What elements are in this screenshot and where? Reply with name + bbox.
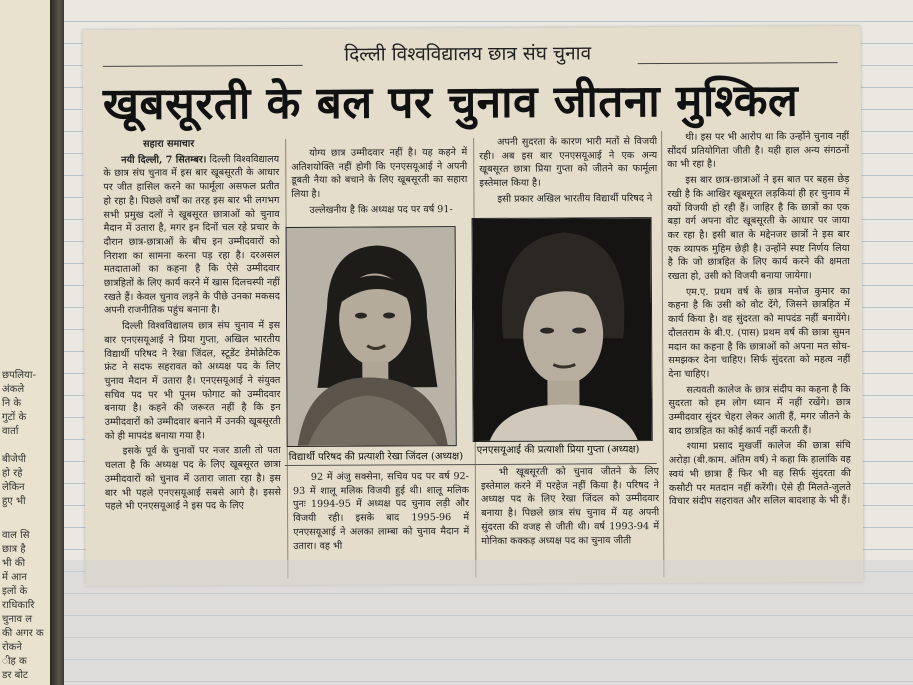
paragraph: इस बार छात्र-छात्राओं ने इस बात पर बहस छेड़ रखी है कि आखिर खूबसूरत लड़कियां ही हर चुनाव में क्यों विजयी हो रही हैं। जाहिर है कि छात्रों का एक बड़ा वर्ग अपना वोट खूबसूरती के आधार पर जाया कर रहा है। इसी बात के मद्देनजर छात्रों ने इस बार एक व्यापक मुहिम छेड़ी है। उन्होंने स्पष्ट निर्णय लिया है कि जो छात्रहित के लिए कार्य करने की क्षमता रखता हो, उसी को विजयी बनाया जायेगा। [667, 174, 850, 283]
paragraph: 92 में अंजु सक्सेना, सचिव पद पर वर्ष 92-93 में शालू मलिक विजयी हुई थी। शालू मलिक पुनः 1994-95 में अध्यक्ष पद चुनाव लड़ी और विजयी रही। इसके बाद 1995-96 में एनएसयूआई ने अलका लाम्बा को चुनाव मैदान में उतारा। वह भी [292, 471, 470, 552]
paragraph-text: दिल्ली विश्वविद्यालय के छात्र संघ चुनाव में इस बार खूबसूरती के आधार पर जीत हासिल करने का फार्मूला असफल प्रतीत हो रहा है। पिछले वर्षों का तरह इस बार भी लगभग सभी प्रमुख दलों ने खूबसूरत छात्राओं को चुनाव मैदान में उतारा है, मगर इन दिनों चल रहे प्रचार के दौरान छात्र-छात्राओं के बीच इन उम्मीदवारों को निराशा का सामना करना पड़ रहा है। दरअसल मतदाताओं का कहना है कि ऐसे उम्मीदवार छात्रहितों के लिए कार्य करने में खास दिलचस्पी नहीं रखते हैं। केवल चुनाव लड़ने के पीछे उनका मकसद अपनी राजनीतिक पहुंच बनाना है। [103, 153, 280, 317]
kicker-rule [103, 65, 303, 67]
paragraph: दिल्ली विश्वविद्यालय छात्र संघ चुनाव में इस बार एनएसयूआई ने प्रिया गुप्ता, अखिल भारतीय विद्यार्थी परिषद ने रेखा जिंदल, स्टूडेंट डेमोक्रेटिक फ्रंट ने सदफ सहरावत को अध्यक्ष पद के लिए चुनाव मैदान में उतारा है। एनएसयूआई ने संयुक्त सचिव पद पर भी पूनम फोगाट को उम्मीदवार बनाया है। कहने की जरूरत नहीं है कि इन उम्मीदवारों को उम्मीदवार बनाने में उनकी खूबसूरती को ही मापदंड बनाया गया है। [104, 320, 281, 442]
fragment-text: हुए भी [2, 496, 26, 507]
plastic-sleeve-glare [64, 560, 913, 685]
article-column-2-top [291, 146, 467, 227]
fragment-text: राधिकारि [2, 600, 35, 611]
fragment-text: छपलिया- [2, 370, 37, 381]
paragraph [103, 153, 280, 318]
paragraph: भी खूबसूरती को चुनाव जीतने के लिए इस्तेमाल करने में परहेज नहीं किया है। परिषद ने अध्यक्ष पद के लिए रेखा जिंदल को उम्मीदवार बनाया है। पिछले छात्र संघ चुनाव में यह अपनी सुंदरता की वजह से जीती थी। वर्ष 1993-94 में मोनिका कक्कड़ अध्यक्ष पद का चुनाव जीती [480, 466, 660, 547]
paragraph: अपनी सुदरता के कारण भारी मतों से विजयी रही। अब इस बार एनएसयूआई ने एक अन्य खूबसूरत छात्रा प्रिया गुप्ता को जीतने का फार्मूला इस्तेमाल किया है। [479, 136, 658, 190]
fragment-text: नि के [2, 398, 21, 409]
fragment-text: लेकिन [2, 482, 25, 493]
fragment-text: गुटों के [2, 412, 27, 423]
newspaper-clipping [83, 26, 864, 586]
fragment-text: इलों के [2, 586, 28, 597]
fragment-text: डर बोट [2, 670, 28, 681]
fragment-text: ीह क [2, 656, 27, 667]
portrait-image [287, 227, 456, 446]
column-divider [661, 131, 664, 577]
caption-left: विद्यार्थी परिषद की प्रत्याशी रेखा जिंदल (अध्यक्ष) [288, 451, 464, 463]
paragraph: उल्लेखनीय है कि अध्यक्ष पद पर वर्ष 91- [309, 203, 453, 216]
fragment-text: अंकले [2, 384, 25, 395]
paragraph: इसी प्रकार अखिल भारतीय विद्यार्थी परिषद ने [497, 192, 653, 205]
kicker-rule [638, 62, 838, 64]
article-column-3-top [479, 135, 657, 226]
portrait-image [473, 218, 652, 441]
byline: सहारा समाचार [143, 138, 195, 150]
fragment-text: वाल सि [2, 530, 30, 541]
paragraph: एम.ए. प्रथम वर्ष के छात्र मनोज कुमार का कहना है कि उसी को वोट देंगे, जिसने छात्रहित में कार्य किया है। वह सुंदरता को मापदंड नहीं बनायेंगे। दौलतराम के बी.ए. (पास) प्रथम वर्ष की छात्रा सुमन मदान का कहना है कि छात्राओं को अपना मत सोच-समझकर देना चाहिए। सिर्फ सुंदरता को महत्व नहीं देना चाहिए। [667, 285, 851, 380]
fragment-text: हो रहे [2, 468, 23, 479]
article-column-4 [667, 130, 851, 577]
fragment-text: में आन [2, 572, 27, 583]
caption-right: एनएसयूआई की प्रत्याशी प्रिया गुप्ता (अध्यक्ष) [476, 444, 640, 456]
article-column-1 [103, 137, 281, 584]
kicker: दिल्ली विश्वविद्यालय छात्र संघ चुनाव [344, 42, 592, 66]
paragraph: सत्यवती कालेज के छात्र संदीप का कहना है कि सुदरता को हम लोग ध्यान में नहीं रखेंगे। छात्र उम्मीदवार सुंदर चेहरा लेकर आती हैं, मगर जीतने के बाद छात्रहित का कोई कार्य नहीं करती हैं। [668, 383, 851, 437]
fragment-text: छात्र है [2, 544, 26, 555]
fragment-text: चुनाव ल [2, 614, 33, 625]
paragraph: थी। इस पर भी आरोप था कि उन्होंने चुनाव नहीं सौंदर्य प्रतियोगिता जीती है। यही हाल अन्य संगठनों का भी रहा है। [667, 131, 850, 171]
fragment-text: वार्ता [2, 426, 19, 437]
fragment-text: बीजेपी [2, 454, 26, 465]
paragraph: श्यामा प्रसाद मुखर्जी कालेज की छात्रा संचि अरोड़ा (बी.काम. अंतिम वर्ष) ने कहा कि हालांकि वह स्वयं भी छात्रा हैं फिर भी वह सिर्फ सुंदरता की कसौटी पर मतदान नहीं करेंगी। ऐसे ही मिलते-जुलते विचार संदीप सहरावत और सलिल बादशाह के भी हैं। [668, 440, 851, 508]
paragraph: इसके पूर्व के चुनावों पर नजर डाली तो पता चलता है कि अध्यक्ष पद के लिए खूबसूरत छात्रा उम्मीदवारों को चुनाव में उतारा जाता रहा है। इस बार भी पहले एनएसयूआई सबसे आगे है। इससे पहले भी एनएसयूआई ने इस पद के लिए [104, 445, 282, 513]
headline: खूबसूरती के बल पर चुनाव जीतना मुश्किल [102, 75, 799, 130]
fragment-text: रोकने [2, 642, 22, 653]
dateline: नयी दिल्ली, 7 सितम्बर। [121, 154, 207, 166]
photo-rekha-jindal [286, 226, 457, 447]
fragment-text: भी की [2, 558, 26, 569]
fragment-text: की अगर क [2, 628, 44, 639]
paragraph: योग्य छात्र उम्मीदवार नहीं है। यह कहने में अतिशयोक्ति नहीं होगी कि एनएसयूआई ने अपनी डूबती नैया को बचाने के लिए खूबसूरती का सहारा लिया है। [291, 147, 468, 201]
photo-priya-gupta [472, 217, 653, 442]
